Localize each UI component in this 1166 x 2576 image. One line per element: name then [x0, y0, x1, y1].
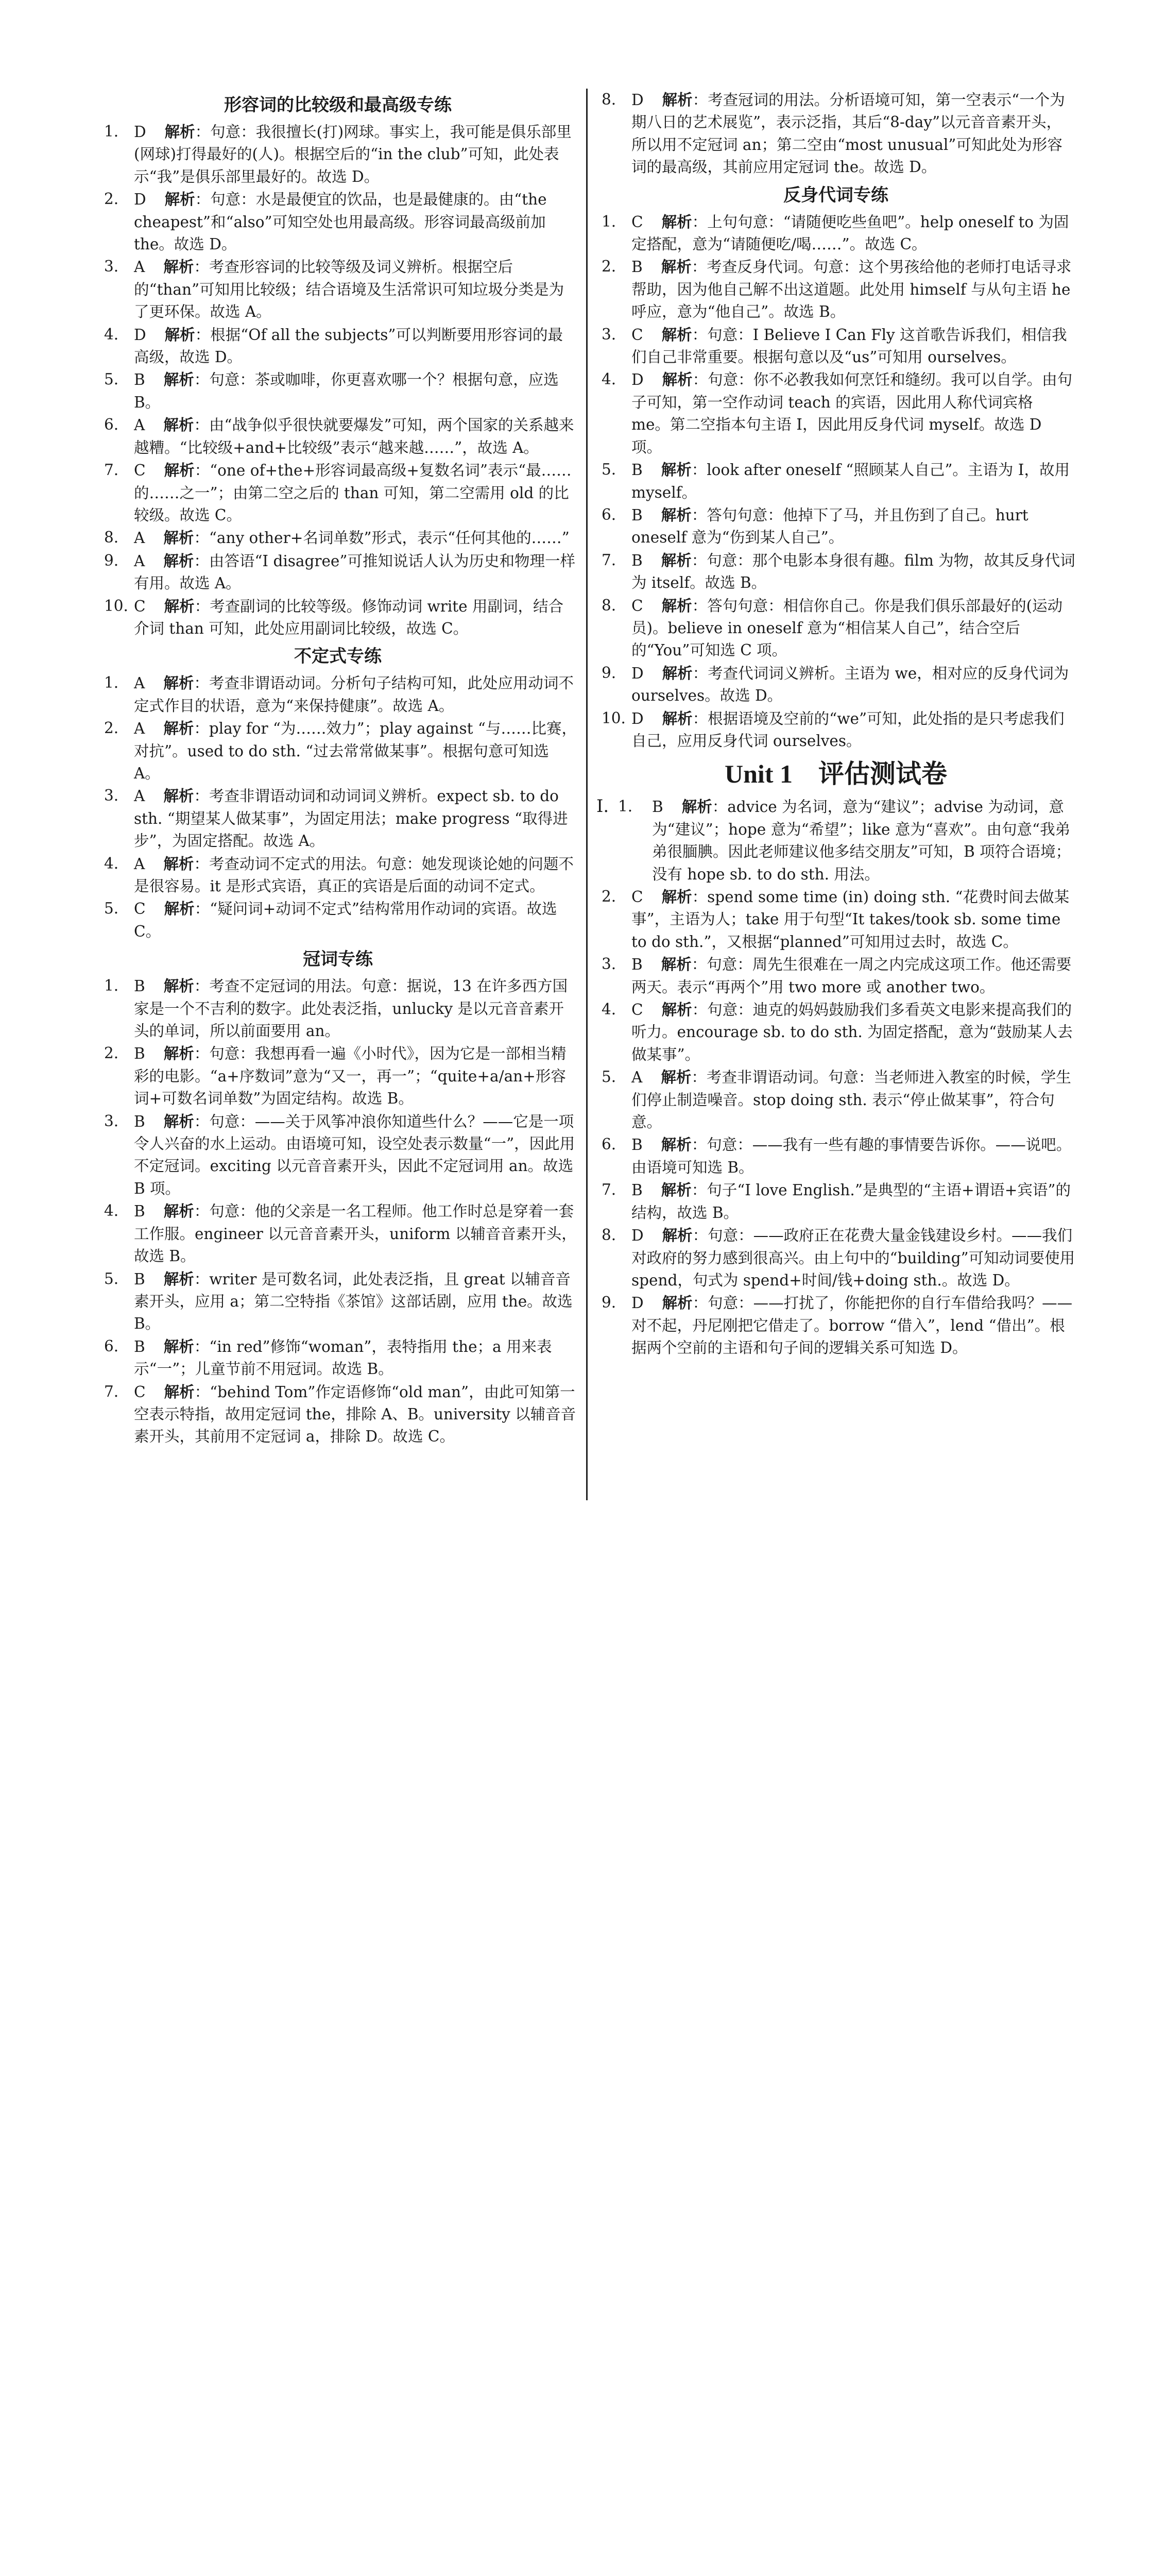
- item-number: 5.: [104, 1269, 119, 1287]
- item-explanation: ：句意：I Believe I Can Fly 这首歌告诉我们，相信我们自己非常重要。根据句意以及“us”可知用 ourselves。: [631, 326, 1067, 366]
- item-number: 3.: [104, 1112, 119, 1130]
- item-answer: C: [134, 462, 146, 480]
- item-explanation: ：句意：——政府正在花费大量金钱建设乡村。——我们对政府的努力感到很高兴。由上句中的“building”可知动词要使用 spend，句式为 spend+时间/钱+doing sth.。故选 D。: [631, 1227, 1075, 1289]
- analysis-label: 解析: [661, 258, 692, 276]
- section-title: 不定式专练: [294, 646, 382, 667]
- item-answer: A: [134, 529, 145, 547]
- answer-item: [596, 886, 1075, 953]
- item-explanation: ：考查不定冠词的用法。句意：据说，13 在许多西方国家是一个不吉利的数字。此处表泛指，unlucky 是以元音音素开头的单词，所以前面要用 an。: [134, 977, 568, 1040]
- item-number: 10.: [104, 597, 128, 615]
- analysis-label: 解析: [661, 461, 692, 479]
- answer-item: [596, 707, 1075, 753]
- item-answer: B: [134, 1112, 145, 1130]
- answer-item: [99, 975, 577, 1042]
- item-explanation: ：考查冠词的用法。分析语境可知，第一空表示“一个为期八日的艺术展览”，表示泛指，其后“8-day”以元音音素开头，所以用不定冠词 an；第二空由“most unusual”可知此处为形容词的最高级，其前应用定冠词 the。故选 D。: [631, 91, 1065, 176]
- analysis-label: 解析: [163, 1269, 194, 1288]
- item-explanation: ：上句句意：“请随便吃些鱼吧”。help oneself to 为固定搭配，意为“请随便吃/喝……”。故选 C。: [631, 213, 1069, 253]
- analysis-label: 解析: [164, 1382, 195, 1401]
- item-explanation: ：“疑问词+动词不定式”结构常用作动词的宾语。故选 C。: [134, 900, 557, 940]
- item-explanation: ：根据语境及空前的“we”可知，此处指的是只考虑我们自己，应用反身代词 ourselves。: [631, 709, 1065, 750]
- analysis-label: 解析: [163, 416, 194, 434]
- item-answer: A: [134, 552, 145, 570]
- item-explanation: ：句意：——打扰了，你能把你的自行车借给我吗？——对不起，丹尼刚把它借走了。borrow “借入”，lend “借出”。根据两个空前的主语和句子间的逻辑关系可知选 D。: [631, 1294, 1073, 1357]
- unit-title: Unit 1 评估测试卷: [725, 759, 947, 789]
- item-explanation: ：句意：他的父亲是一名工程师。他工作时总是穿着一套工作服。engineer 以元音音素开头，uniform 以辅音音素开头，故选 B。: [134, 1202, 577, 1265]
- answer-item: [596, 368, 1075, 459]
- item-answer: A: [134, 720, 145, 738]
- item-answer: B: [134, 1045, 145, 1063]
- item-explanation: ：句子“I love English.”是典型的“主语+谓语+宾语”的结构，故选 B。: [631, 1181, 1071, 1222]
- item-number: 8.: [602, 596, 616, 614]
- item-answer: D: [631, 371, 644, 389]
- item-number: 5.: [104, 370, 119, 388]
- item-number: 4.: [104, 325, 119, 343]
- item-answer: B: [134, 371, 145, 389]
- item-explanation: ：look after oneself “照顾某人自己”。主语为 I，故用 myself。: [631, 461, 1070, 501]
- analysis-label: 解析: [163, 854, 194, 873]
- analysis-label: 解析: [662, 91, 693, 109]
- analysis-label: 解析: [164, 325, 195, 344]
- analysis-label: 解析: [661, 505, 692, 524]
- answer-item: [99, 324, 577, 369]
- item-answer: D: [134, 326, 146, 344]
- item-number: 5.: [602, 1068, 616, 1086]
- item-number: 1.: [104, 674, 119, 692]
- analysis-label: 解析: [163, 551, 194, 570]
- item-answer: B: [134, 1202, 145, 1221]
- answer-item: [596, 324, 1075, 369]
- item-explanation: ：考查非谓语动词和动词词义辨析。expect sb. to do sth. “期望某人做某事”，为固定用法；make progress “取得进步”，为固定搭配。故选 A。: [134, 787, 568, 850]
- item-answer: B: [631, 551, 643, 569]
- item-explanation: ：“behind Tom”作定语修饰“old man”，由此可知第一空表示特指，故用定冠词 the，排除 A、B。university 以辅音音素开头，其前用不定冠词 a，排除 D。故选 C。: [134, 1383, 576, 1446]
- answer-item: [99, 897, 577, 943]
- item-answer: A: [134, 674, 145, 692]
- analysis-label: 解析: [163, 787, 194, 805]
- item-explanation: ：句意：茶或咖啡，你更喜欢哪一个？根据句意，应选 B。: [134, 371, 559, 411]
- item-answer: B: [134, 1270, 145, 1288]
- item-number: 7.: [104, 1382, 119, 1400]
- item-explanation: ：由答语“I disagree”可推知说话人认为历史和物理一样有用。故选 A。: [134, 552, 575, 592]
- item-number: 7.: [104, 461, 119, 479]
- analysis-label: 解析: [163, 1044, 194, 1063]
- item-explanation: ：句意：水是最便宜的饮品，也是最健康的。由“the cheapest”和“also”可知空处也用最高级。形容词最高级前加 the。故选 D。: [134, 191, 547, 253]
- item-answer: B: [134, 977, 145, 995]
- analysis-label: 解析: [661, 551, 692, 569]
- answer-item: [99, 459, 577, 527]
- item-explanation: ：答句句意：相信你自己。你是我们俱乐部最好的(运动员)。believe in oneself 意为“相信某人自己”，结合空后的“You”可知选 C 项。: [631, 597, 1063, 659]
- item-number: 1.: [104, 123, 119, 140]
- item-explanation: ：“one of+the+形容词最高级+复数名词”表示“最……的……之一”；由第二空之后的 than 可知，第二空需用 old 的比较级。故选 C。: [134, 462, 572, 524]
- item-answer: C: [631, 213, 643, 231]
- item-number: 9.: [602, 1294, 616, 1312]
- answer-item: [596, 549, 1075, 595]
- answer-item: [596, 953, 1075, 998]
- analysis-label: 解析: [163, 1337, 194, 1355]
- answer-item: [596, 1179, 1075, 1224]
- item-explanation: ：句意：周先生很难在一周之内完成这项工作。他还需要两天。表示“再两个”用 two more 或 another two。: [631, 956, 1072, 996]
- item-number: 5.: [602, 461, 616, 479]
- item-answer: C: [134, 1383, 146, 1401]
- section-title: 形容词的比较级和最高级专练: [224, 95, 452, 115]
- item-answer: B: [631, 461, 643, 479]
- item-explanation: ：play for “为……效力”；play against “与……比赛，对抗”。used to do sth. “过去常常做某事”。根据句意可知选 A。: [134, 720, 577, 782]
- analysis-label: 解析: [662, 1294, 693, 1312]
- item-number: 8.: [602, 1226, 616, 1244]
- analysis-label: 解析: [681, 798, 712, 816]
- item-explanation: ：句意：——我有一些有趣的事情要告诉你。——说吧。由语境可知选 B。: [631, 1136, 1072, 1176]
- item-explanation: ：“in red”修饰“woman”，表特指用 the；a 用来表示“一”；儿童节前不用冠词。故选 B。: [134, 1337, 552, 1378]
- analysis-label: 解析: [163, 1112, 194, 1130]
- item-answer: B: [631, 258, 643, 276]
- item-number: 7.: [602, 551, 616, 569]
- item-explanation: ：句意：你不必教我如何烹饪和缝纫。我可以自学。由句子可知，第一空作动词 teach 的宾语，因此用人称代词宾格 me。第二空指本句主语 I，因此用反身代词 myself。故选 D 项。: [631, 371, 1073, 456]
- analysis-label: 解析: [164, 597, 195, 615]
- column-divider: [586, 89, 588, 1500]
- item-answer: B: [652, 798, 663, 816]
- analysis-label: 解析: [661, 1136, 692, 1154]
- item-explanation: ：答句句意：他掉下了马，并且伤到了自己。hurt oneself 意为“伤到某人自己”。: [631, 506, 1028, 547]
- item-answer: A: [631, 1069, 643, 1087]
- item-number: 4.: [602, 370, 616, 388]
- item-answer: B: [631, 506, 643, 524]
- answer-item: [99, 527, 577, 549]
- item-answer: C: [631, 597, 643, 615]
- item-answer: D: [631, 91, 644, 109]
- analysis-label: 解析: [163, 674, 194, 692]
- analysis-label: 解析: [163, 977, 194, 995]
- analysis-label: 解析: [163, 529, 194, 547]
- item-explanation: ：advice 为名词，意为“建议”；advise 为动词，意为“建议”；hope 意为“希望”；like 意为“喜欢”。由句意“我弟弟很腼腆。因此老师建议他多结交朋友”可知，B 项符合语境；没有 hope sb. to do sth. 用法。: [652, 798, 1071, 883]
- answer-item: [99, 595, 577, 640]
- item-answer: A: [134, 416, 145, 434]
- answer-item: [99, 414, 577, 459]
- analysis-label: 解析: [164, 123, 195, 141]
- analysis-label: 解析: [661, 1068, 692, 1087]
- analysis-label: 解析: [163, 258, 194, 276]
- item-number: 3.: [104, 787, 119, 805]
- item-number: 10.: [602, 709, 626, 727]
- item-number: 6.: [104, 1337, 119, 1355]
- item-number: 2.: [104, 719, 119, 737]
- answer-item: [596, 459, 1075, 504]
- analysis-label: 解析: [163, 370, 194, 389]
- answer-item: [99, 1042, 577, 1110]
- item-explanation: ：根据“Of all the subjects”可以判断要用形容词的最高级，故选 D。: [134, 326, 563, 366]
- analysis-label: 解析: [163, 719, 194, 738]
- part-roman-numeral: Ⅰ.: [596, 796, 609, 817]
- analysis-label: 解析: [661, 1181, 692, 1199]
- item-number: 6.: [104, 416, 119, 434]
- item-answer: B: [134, 1337, 145, 1355]
- item-answer: C: [134, 597, 146, 615]
- answer-item: [99, 785, 577, 852]
- item-explanation: ：考查非谓语动词。分析句子结构可知，此处应用动词不定式作目的状语，意为“来保持健康”。故选 A。: [134, 674, 574, 715]
- answer-item: [596, 595, 1075, 662]
- item-number: 1.: [602, 212, 616, 230]
- item-number: 8.: [104, 529, 119, 547]
- item-answer: A: [134, 855, 145, 873]
- analysis-label: 解析: [661, 325, 692, 344]
- answer-item: [99, 1268, 577, 1335]
- analysis-label: 解析: [661, 1001, 692, 1019]
- analysis-label: 解析: [661, 212, 692, 231]
- item-number: 4.: [104, 1202, 119, 1220]
- item-explanation: ：句意：——关于风筝冲浪你知道些什么？——它是一项令人兴奋的水上运动。由语境可知，设空处表示数量“一”，因此用不定冠词。exciting 以元音音素开头，因此不定冠词用 an。故选 B 项。: [134, 1112, 575, 1197]
- analysis-label: 解析: [662, 709, 693, 727]
- item-explanation: ：句意：那个电影本身很有趣。film 为物，故其反身代词为 itself。故选 B。: [631, 551, 1075, 592]
- item-explanation: ：考查代词词义辨析。主语为 we，相对应的反身代词为 ourselves。故选 D。: [631, 664, 1069, 705]
- analysis-label: 解析: [661, 955, 692, 974]
- left-column: [99, 89, 577, 1448]
- item-number: 6.: [602, 505, 616, 523]
- item-number: 3.: [602, 325, 616, 343]
- answer-item: [596, 662, 1075, 707]
- item-number: 3.: [104, 258, 119, 276]
- item-explanation: ：考查反身代词。句意：这个男孩给他的老师打电话寻求帮助，因为他自己解不出这道题。此处用 himself 与从句主语 he 呼应，意为“他自己”。故选 B。: [631, 258, 1072, 321]
- item-number: 6.: [602, 1136, 616, 1154]
- analysis-label: 解析: [164, 190, 195, 209]
- answer-item: [99, 1335, 577, 1381]
- item-answer: B: [631, 956, 643, 974]
- answer-item: [596, 504, 1075, 549]
- item-number: 4.: [602, 1001, 616, 1019]
- item-answer: D: [134, 123, 146, 141]
- analysis-label: 解析: [164, 461, 195, 480]
- answer-item: [596, 998, 1075, 1066]
- analysis-label: 解析: [662, 370, 693, 389]
- answer-item: [99, 550, 577, 595]
- section-title: 反身代词专练: [783, 184, 888, 206]
- item-answer: D: [134, 191, 146, 209]
- item-explanation: ：考查副词的比较等级。修饰动词 write 用副词，结合介词 than 可知，此处应用副词比较级，故选 C。: [134, 597, 563, 637]
- item-explanation: ：考查形容词的比较等级及词义辨析。根据空后的“than”可知用比较级；结合语境及生活常识可知垃圾分类是为了更环保。故选 A。: [134, 258, 564, 321]
- answer-item: [596, 1066, 1075, 1133]
- answer-item: [99, 1110, 577, 1200]
- item-number: 1.: [104, 977, 119, 995]
- item-number: 7.: [602, 1181, 616, 1199]
- answer-item: [99, 256, 577, 323]
- answer-item: [99, 1200, 577, 1267]
- item-number: 3.: [602, 955, 616, 973]
- item-number: 2.: [602, 888, 616, 905]
- answer-item: [596, 256, 1075, 323]
- answer-item: [596, 89, 1075, 179]
- item-answer: B: [631, 1136, 643, 1154]
- item-number: 2.: [602, 258, 616, 276]
- item-answer: C: [631, 1001, 643, 1019]
- item-number: 9.: [602, 664, 616, 682]
- item-answer: C: [631, 888, 643, 906]
- analysis-label: 解析: [661, 888, 692, 906]
- answer-item: [99, 121, 577, 188]
- item-explanation: ：“any other+名词单数”形式，表示“任何其他的……”: [194, 529, 570, 547]
- section-title: 冠词专练: [303, 949, 373, 970]
- analysis-label: 解析: [163, 1202, 194, 1221]
- answer-item: [596, 795, 1075, 886]
- answer-item: [99, 1381, 577, 1448]
- item-number: 1.: [618, 798, 633, 816]
- item-answer: D: [631, 1294, 644, 1312]
- item-explanation: ：writer 是可数名词，此处表泛指，且 great 以辅音音素开头，应用 a；第二空特指《茶馆》这部话剧，应用 the。故选 B。: [134, 1270, 573, 1333]
- item-answer: D: [631, 664, 644, 682]
- analysis-label: 解析: [662, 1226, 693, 1245]
- item-answer: D: [631, 1227, 644, 1245]
- item-explanation: ：句意：我想再看一遍《小时代》，因为它是一部相当精彩的电影。“a+序数词”意为“又一，再一”；“quite+a/an+形容词+可数名词单数”为固定结构。故选 B。: [134, 1045, 567, 1108]
- answer-item: [596, 1292, 1075, 1359]
- item-explanation: ：句意：迪克的妈妈鼓励我们多看英文电影来提高我们的听力。encourage sb. to do sth. 为固定搭配，意为“鼓励某人去做某事”。: [631, 1001, 1073, 1063]
- item-explanation: ：句意：我很擅长(打)网球。事实上，我可能是俱乐部里(网球)打得最好的(人)。根据空后的“in the club”可知，此处表示“我”是俱乐部里最好的。故选 D。: [134, 123, 572, 185]
- item-explanation: ：考查非谓语动词。句意：当老师进入教室的时候，学生们停止制造噪音。stop doing sth. 表示“停止做某事”，符合句意。: [631, 1069, 1071, 1131]
- item-explanation: ：spend some time (in) doing sth. “花费时间去做某事”，主语为人；take 用于句型“It takes/took sb. some time to do sth.”，又根据“planned”可知用过去时，故选 C。: [631, 888, 1070, 951]
- item-answer: B: [631, 1181, 643, 1199]
- item-number: 5.: [104, 900, 119, 918]
- answer-item: [596, 1133, 1075, 1179]
- analysis-label: 解析: [164, 900, 195, 918]
- item-explanation: ：考查动词不定式的用法。句意：她发现谈论她的问题不是很容易。it 是形式宾语，真正的宾语是后面的动词不定式。: [134, 855, 574, 895]
- answer-item: [99, 672, 577, 717]
- answer-item: [99, 853, 577, 898]
- answer-item: [99, 717, 577, 785]
- item-number: 2.: [104, 190, 119, 208]
- item-number: 2.: [104, 1044, 119, 1062]
- item-number: 9.: [104, 551, 119, 569]
- item-explanation: ：由“战争似乎很快就要爆发”可知，两个国家的关系越来越糟。“比较级+and+比较级”表示“越来越……”，故选 A。: [134, 416, 574, 456]
- right-column: [596, 89, 1075, 1360]
- answer-item: [99, 368, 577, 414]
- item-answer: C: [134, 900, 146, 918]
- analysis-label: 解析: [662, 664, 693, 682]
- item-number: 8.: [602, 91, 616, 108]
- item-answer: A: [134, 787, 145, 805]
- answer-item: [596, 1224, 1075, 1292]
- page-footer: [0, 1500, 1166, 1552]
- item-number: 4.: [104, 854, 119, 872]
- item-answer: D: [631, 709, 644, 727]
- answer-item: [596, 211, 1075, 256]
- item-answer: C: [631, 326, 643, 344]
- answer-item: [99, 188, 577, 256]
- item-answer: A: [134, 258, 145, 276]
- analysis-label: 解析: [661, 596, 692, 615]
